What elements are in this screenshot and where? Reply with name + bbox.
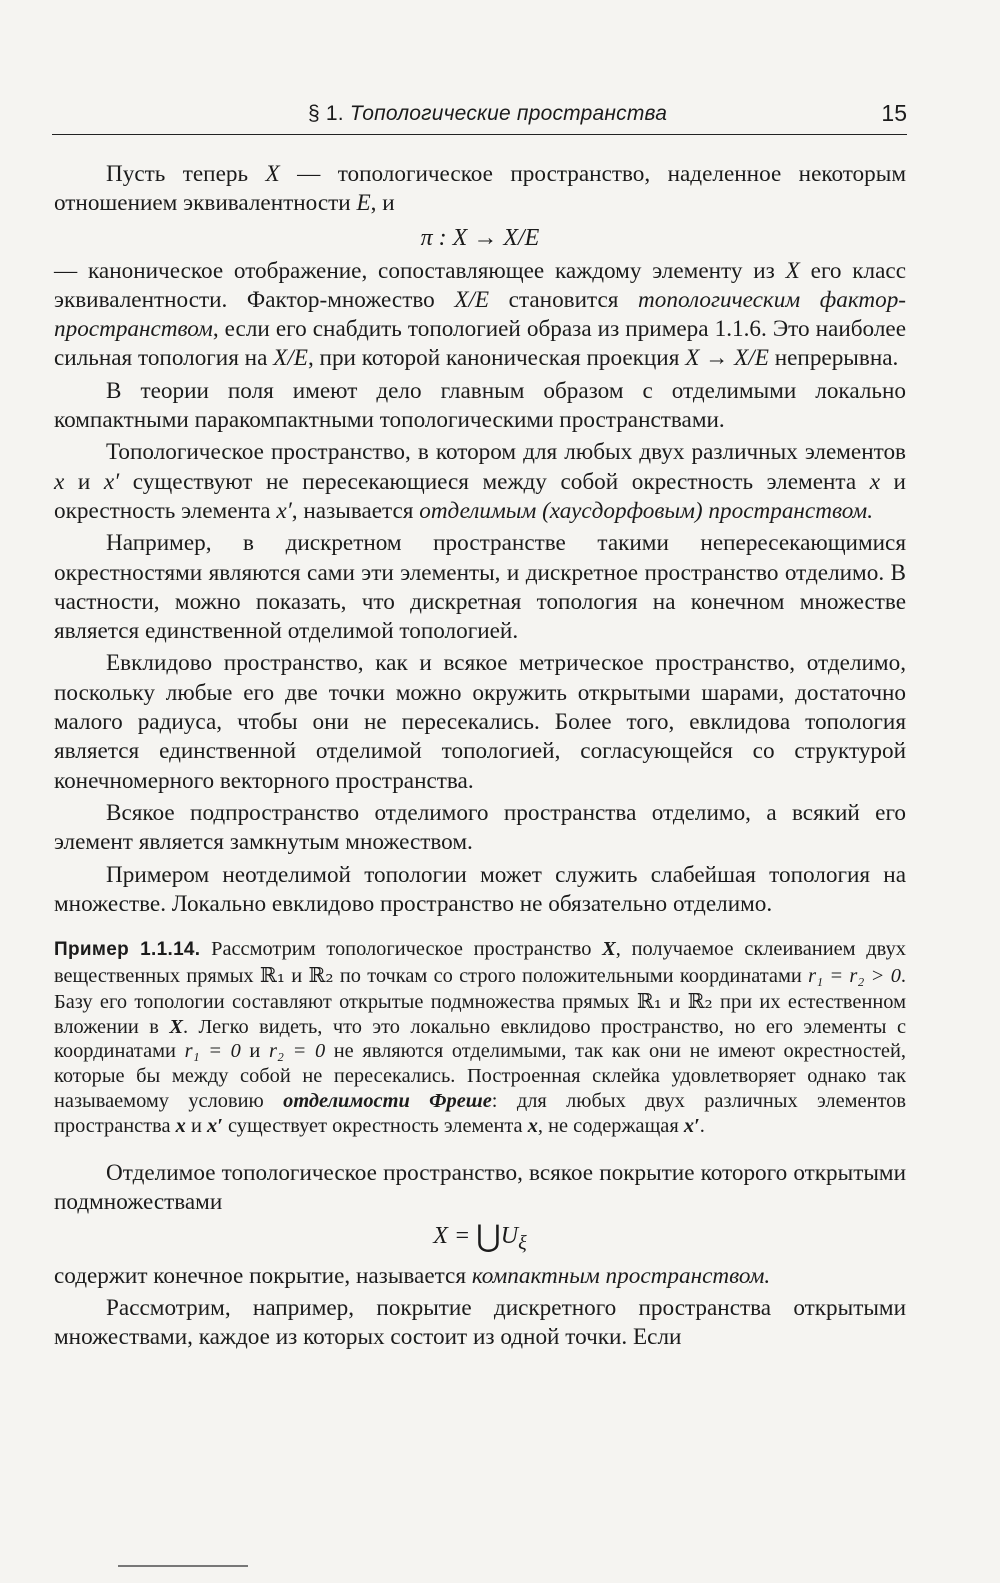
paragraph-compact-def: Отделимое топологическое пространство, всякое покрытие которого открытыми подмножествами <box>54 1159 906 1215</box>
term-hausdorff: отделимым (хаусдорфовым) пространством. <box>419 497 874 524</box>
paragraph-hausdorff-def: Топологическое пространство, в котором для любых двух различных элементов x и x′ существуют не пересекающиеся между собой окрестность элемента x и окрестность элемента x′, называется отделимым (хаусдорфовым) пространством. <box>54 439 906 524</box>
paragraph-quotient-intro: Пусть теперь X — топологическое пространство, наделенное некоторым отношением эквивалентности E, и <box>54 161 906 217</box>
bottom-scan-mark <box>118 1565 248 1567</box>
term-quotient-space: топологическим фактор-пространством <box>54 286 907 343</box>
section-number: § 1. <box>308 102 344 125</box>
page-body <box>54 160 906 1353</box>
paragraph-field-theory: В теории поля имеют дело главным образом с отделимыми локально компактными паракомпактными топологическими пространствами. <box>54 377 906 434</box>
formula-projection: π : X → X/E <box>420 224 540 251</box>
example-1-1-14: Пример 1.1.14. Рассмотрим топологическое пространство X, получаемое склеиванием двух вещественных прямых ℝ₁ и ℝ₂ по точкам со строго положительными координатами r₁ = r₂ > 0. Базу его топологии составляют открытые подмножества прямых ℝ₁ и ℝ₂ при их естественном вложении в X. Легко видеть, что это локально евклидово пространство, но его элементы с координатами r₁ = 0 и r₂ = 0 не являются отделимыми, так как они не имеют окрестностей, которые бы между собой не пересекались. Построенная склейка удовлетворяет однако так называемому условию отделимости Фреше: для любых двух различных элементов пространства x и x′ существует окрестность элемента x, не содержащая x′. <box>54 938 907 1137</box>
paragraph-subspace: Всякое подпространство отделимого пространства отделимо, а всякий его элемент является замкнутым множеством. <box>54 799 906 856</box>
formula-cover: $X = ⋃U_\xi$ <box>433 1220 527 1254</box>
paragraph-euclidean: Евклидово пространство, как и всякое метрическое пространство, отделимо, поскольку любые его две точки можно окружить открытыми шарами, достаточно малого радиуса, чтобы они не пересекались. Более того, евклидова топология является единственной отделимой топологией, согласующейся со структурой конечномерного векторного пространства. <box>54 650 906 794</box>
paragraph-discrete-cover: Рассмотрим, например, покрытие дискретного пространства открытыми множествами, каждое из которых состоит из одной точки. Если <box>54 1295 906 1351</box>
running-header <box>52 100 907 135</box>
paragraph-quotient-space: — каноническое отображение, сопоставляющее каждому элементу из X его класс эквивалентности. Фактор-множество X/E становится топологическим фактор-пространством, если его снабдить топологией образа из примера 1.1.6. Это наиболее сильная топология на X/E, при которой каноническая проекция X → X/E непрерывна. <box>54 257 907 372</box>
running-head-title <box>308 102 667 126</box>
page-number: 15 <box>881 100 907 126</box>
example-heading: Пример 1.1.14. <box>54 939 201 961</box>
term-frechet: отделимости Фреше <box>283 1089 492 1112</box>
paragraph-discrete-example: Например, в дискретном пространстве такими непересекающимися окрестностями являются сами эти элементы, и дискретное пространство отделимо. В частности, можно показать, что дискретная топология на конечном множестве является единственной отделимой топологией. <box>54 530 906 645</box>
paragraph-non-hausdorff: Примером неотделимой топологии может служить слабейшая топология на множестве. Локально евклидово пространство не обязательно отделимо. <box>54 861 906 917</box>
section-title: Топологические пространства <box>349 102 668 125</box>
term-compact: компактным пространством. <box>471 1262 771 1289</box>
paragraph-compact-term: содержит конечное покрытие, называется компактным пространством. <box>54 1262 771 1289</box>
